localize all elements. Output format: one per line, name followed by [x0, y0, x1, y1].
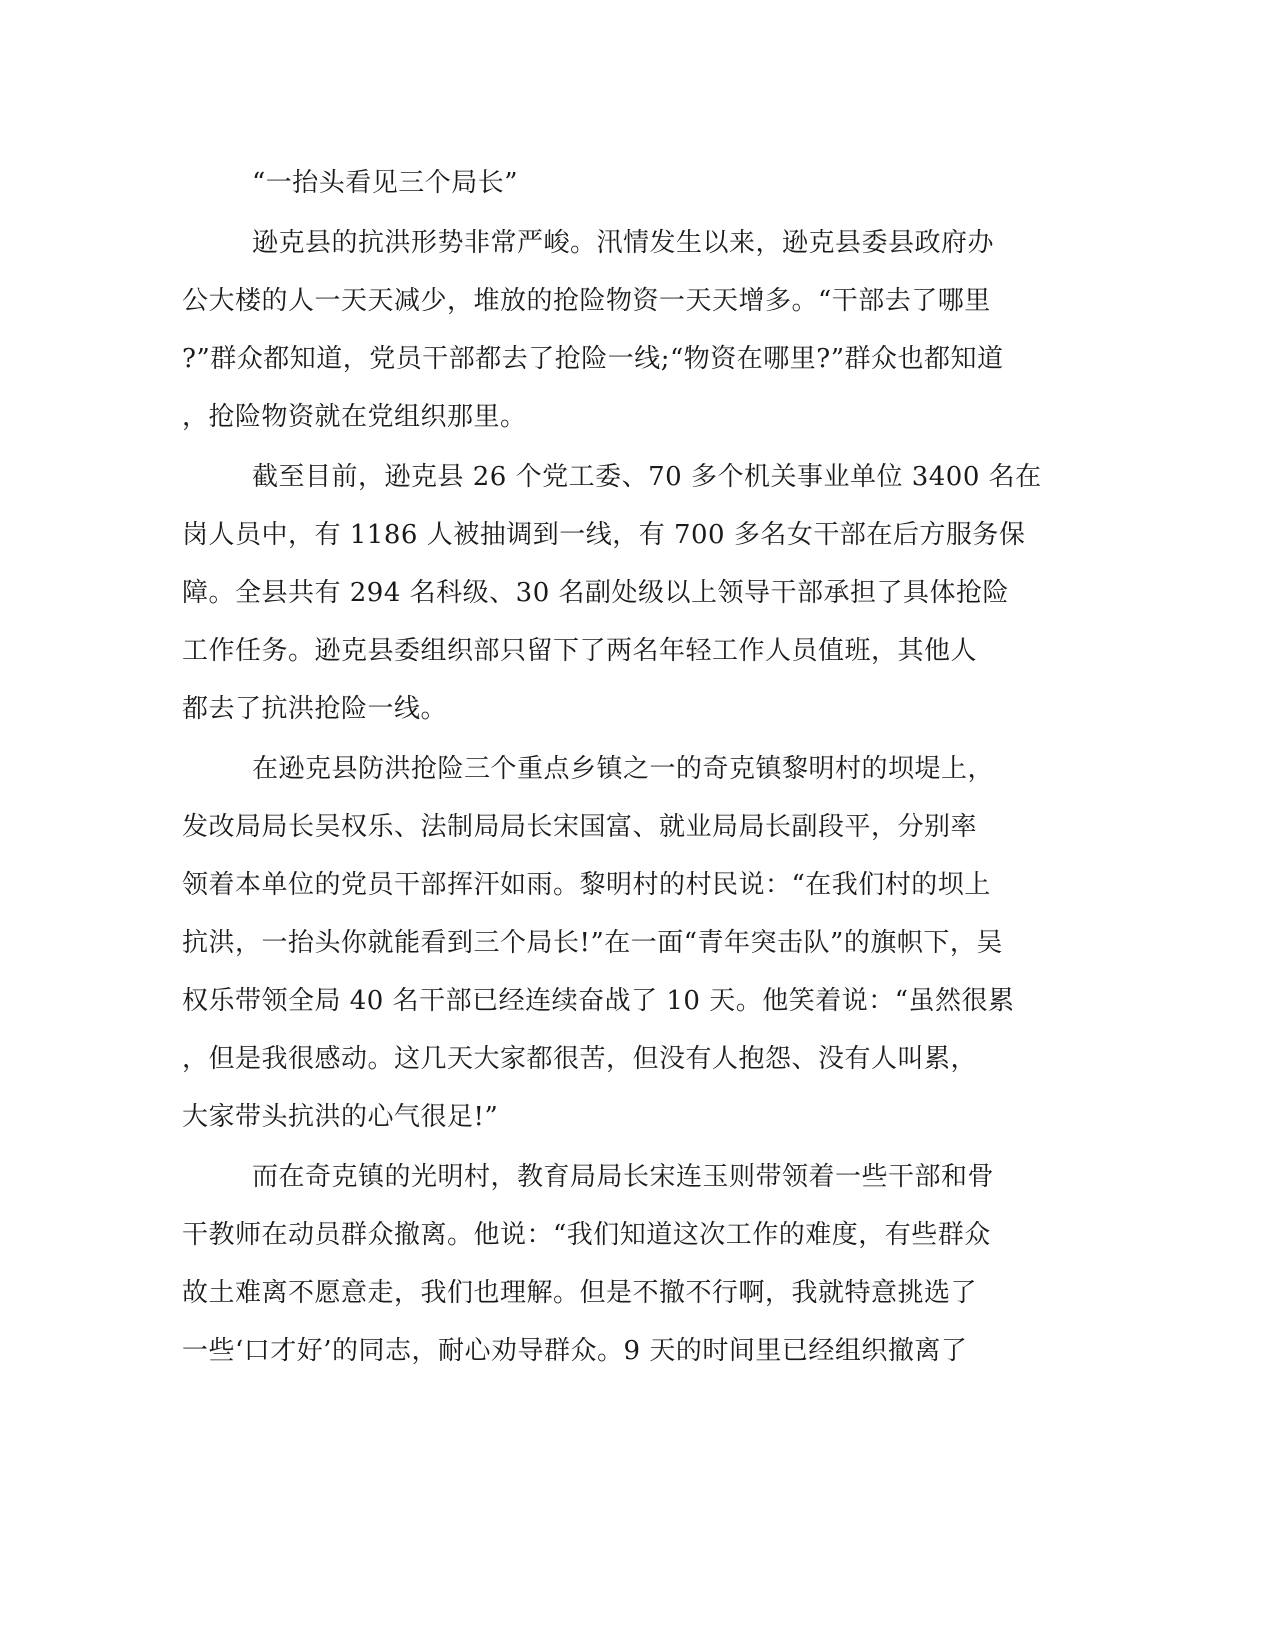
paragraph-line: 截至目前，逊克县 26 个党工委、70 多个机关事业单位 3400 名在 — [252, 462, 1042, 492]
paragraph-line: 故土难离不愿意走，我们也理解。但是不撤不行啊，我就特意挑选了 — [182, 1278, 978, 1308]
paragraph-line: ，抢险物资就在党组织那里。 — [182, 402, 527, 432]
paragraph-line: 都去了抗洪抢险一线。 — [182, 694, 448, 724]
paragraph-line: 而在奇克镇的光明村，教育局局长宋连玉则带领着一些干部和骨 — [252, 1162, 995, 1192]
paragraph-line: ，但是我很感动。这几天大家都很苦，但没有人抱怨、没有人叫累， — [182, 1044, 978, 1074]
paragraph-line: 一些‘口才好’的同志，耐心劝导群众。9 天的时间里已经组织撤离了 — [182, 1336, 968, 1366]
paragraph-line: 岗人员中，有 1186 人被抽调到一线，有 700 多名女干部在后方服务保 — [182, 520, 1026, 550]
paragraph-line: 大家带头抗洪的心气很足!” — [182, 1102, 499, 1132]
paragraph-line: 权乐带领全局 40 名干部已经连续奋战了 10 天。他笑着说：“虽然很累 — [182, 986, 1015, 1016]
paragraph-line: 领着本单位的党员干部挥汗如雨。黎明村的村民说：“在我们村的坝上 — [182, 870, 991, 900]
paragraph-line: 干教师在动员群众撤离。他说：“我们知道这次工作的难度，有些群众 — [182, 1220, 991, 1250]
paragraph-line: 障。全县共有 294 名科级、30 名副处级以上领导干部承担了具体抢险 — [182, 578, 1010, 608]
paragraph-line: ?”群众都知道，党员干部都去了抢险一线;“物资在哪里?”群众也都知道 — [182, 344, 1004, 374]
document-title: “一抬头看见三个局长” — [252, 168, 519, 198]
paragraph-line: 公大楼的人一天天减少，堆放的抢险物资一天天增多。“干部去了哪里 — [182, 286, 991, 316]
paragraph-line: 逊克县的抗洪形势非常严峻。汛情发生以来，逊克县委县政府办 — [252, 228, 995, 258]
paragraph-line: 工作任务。逊克县委组织部只留下了两名年轻工作人员值班，其他人 — [182, 636, 978, 666]
paragraph-line: 发改局局长吴权乐、法制局局长宋国富、就业局局长副段平，分别率 — [182, 812, 978, 842]
paragraph-line: 抗洪，一抬头你就能看到三个局长!”在一面“青年突击队”的旗帜下，吴 — [182, 928, 1003, 958]
paragraph-line: 在逊克县防洪抢险三个重点乡镇之一的奇克镇黎明村的坝堤上， — [252, 754, 995, 784]
